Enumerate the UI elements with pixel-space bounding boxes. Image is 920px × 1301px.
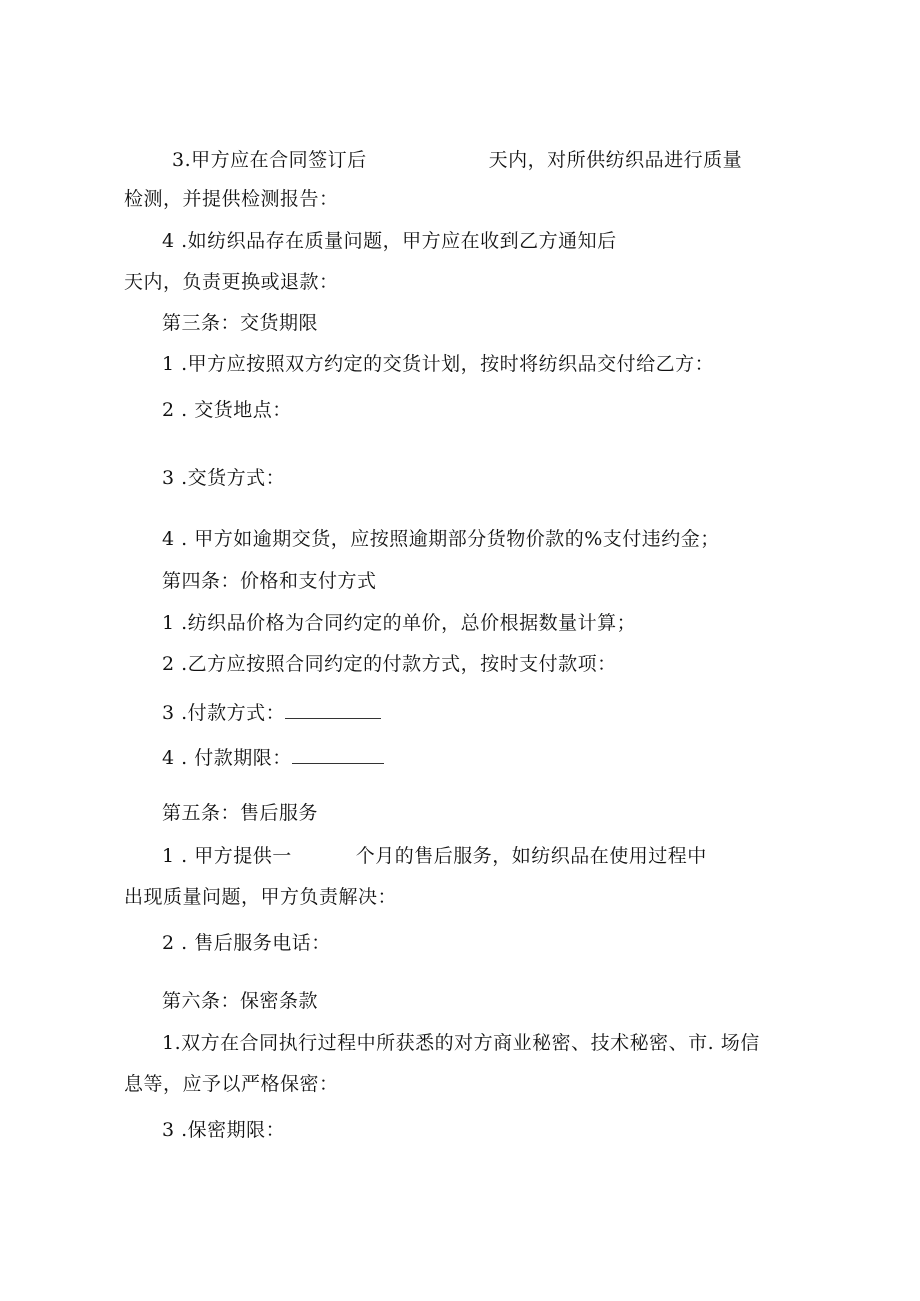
article-6-heading: 第六条：保密条款 — [162, 990, 319, 1012]
clause-5-1-text-b: 个月的售后服务，如纺织品在使用过程中 — [355, 845, 707, 867]
clause-5-1-line-2: 出现质量问题，甲方负责解决： — [124, 886, 398, 908]
clause-4-3-label: 3 .付款方式： — [162, 702, 286, 724]
clause-5-1-text-a: 1 . 甲方提供一 — [162, 845, 292, 867]
clause-3-4: 4 . 甲方如逾期交货，应按照逾期部分货物价款的%支付违约金； — [162, 528, 720, 550]
clause-4-2: 2 .乙方应按照合同约定的付款方式，按时支付款项： — [162, 653, 617, 675]
clause-2-3-line-2: 检测，并提供检测报告： — [124, 188, 339, 210]
clause-6-1-line-1: 1.双方在合同执行过程中所获悉的对方商业秘密、技术秘密、市. 场信 — [162, 1032, 760, 1054]
clause-2-3-line-1 — [172, 148, 742, 172]
clause-3-3: 3 .交货方式： — [162, 467, 286, 489]
clause-6-3: 3 .保密期限： — [162, 1119, 286, 1141]
article-3-heading: 第三条：交货期限 — [162, 312, 319, 334]
payment-method-blank — [285, 700, 381, 719]
article-5-heading: 第五条：售后服务 — [162, 802, 319, 824]
clause-2-3-text-b: 天内，对所供纺织品进行质量 — [488, 149, 743, 171]
clause-4-1: 1 .纺织品价格为合同约定的单价，总价根据数量计算； — [162, 612, 637, 634]
payment-term-blank — [292, 745, 384, 764]
clause-6-1-line-2: 息等，应予以严格保密： — [124, 1073, 339, 1095]
clause-4-3 — [162, 700, 381, 725]
clause-2-4-line-1: 4 .如纺织品存在质量问题，甲方应在收到乙方通知后 — [162, 230, 617, 252]
clause-4-4-label: 4 . 付款期限： — [162, 747, 292, 769]
clause-4-4 — [162, 745, 384, 770]
clause-3-1: 1 .甲方应按照双方约定的交货计划，按时将纺织品交付给乙方： — [162, 353, 715, 375]
clause-5-1-line-1 — [162, 844, 707, 868]
clause-3-2: 2 . 交货地点： — [162, 399, 292, 421]
clause-5-2: 2 . 售后服务电话： — [162, 932, 331, 954]
article-4-heading: 第四条：价格和支付方式 — [162, 570, 377, 592]
clause-2-3-text-a: 3.甲方应在合同签订后 — [172, 149, 367, 171]
clause-2-4-line-2: 天内，负责更换或退款： — [124, 271, 339, 293]
